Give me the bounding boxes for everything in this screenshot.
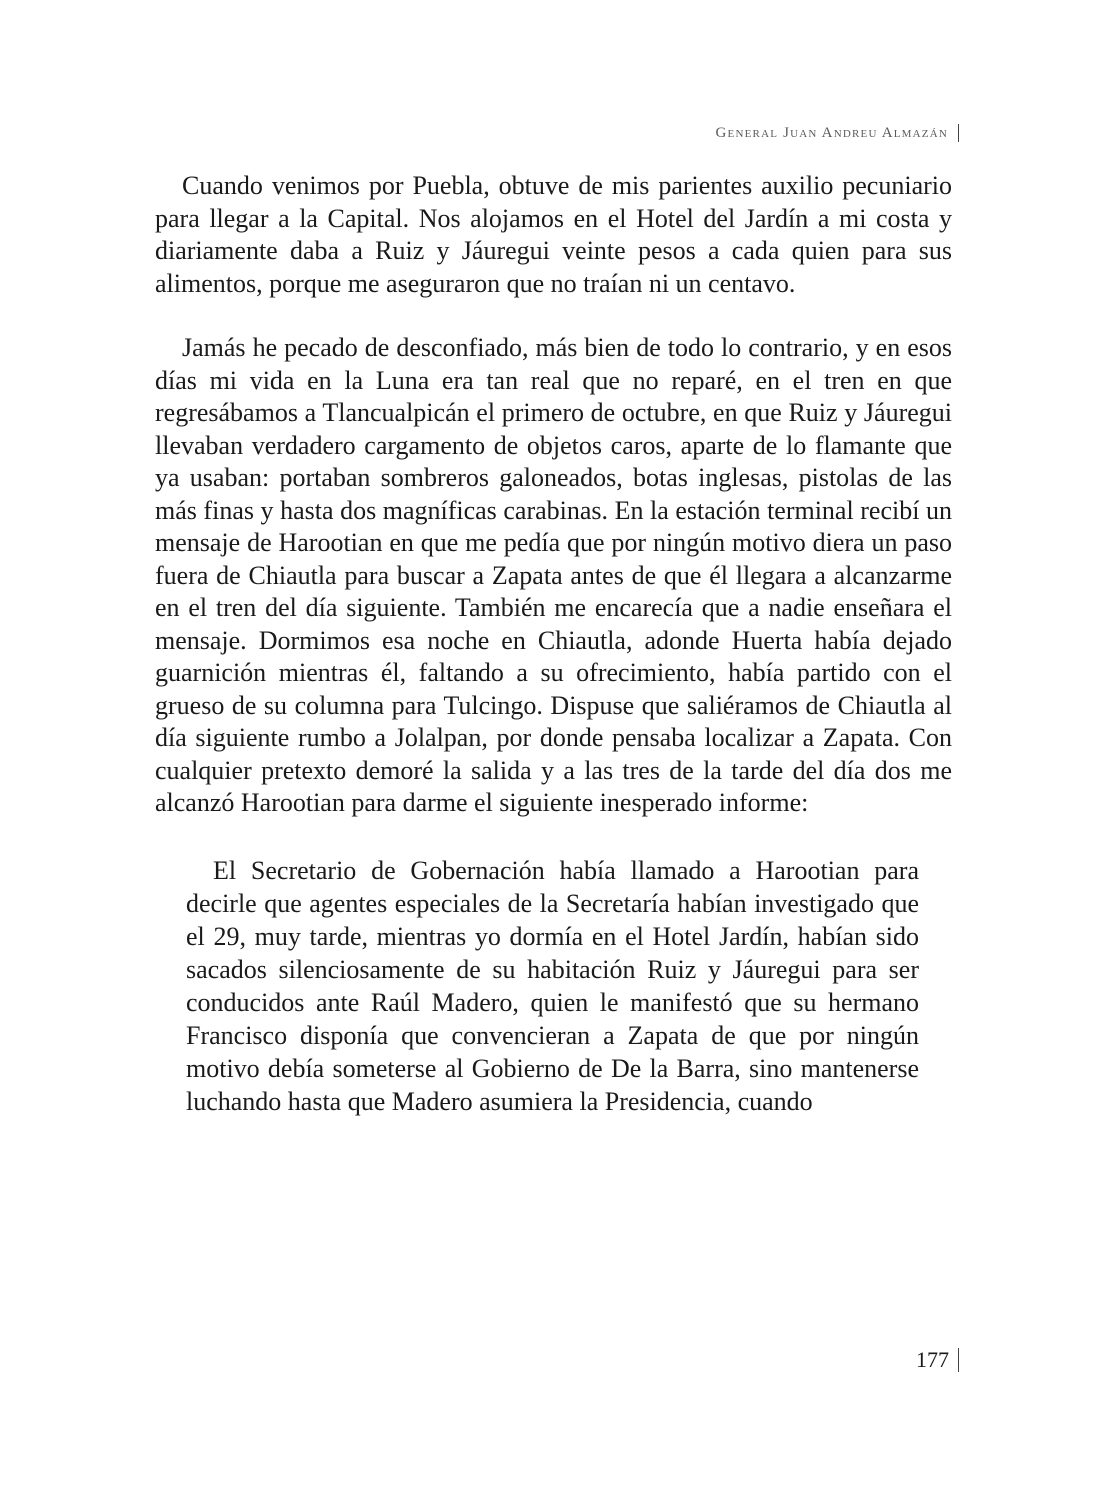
running-title: General Juan Andreu Almazán: [715, 124, 948, 141]
paragraph-1: Cuando venimos por Puebla, obtuve de mis parientes auxilio pecuniario para llegar a la Capital. Nos alojamos en el Hotel del Jardín a mi costa y diariamente daba a Ruiz y Jáuregui veinte pesos a cada quien para sus alimentos, porque me aseguraron que no traían ni un centavo.: [155, 171, 952, 298]
block-quote: El Secretario de Gobernación había llamado a Harootian para decirle que agentes especiales de la Secretaría habían investigado que el 29, muy tarde, mientras yo dormía en el Hotel Jardín, habían sido sacados silenciosamente de su habitación Ruiz y Jáuregui para ser conducidos ante Raúl Madero, quien le manifestó que su hermano Francisco disponía que convencieran a Zapata de que por ningún motivo debía someterse al Gobierno de De la Barra, sino mantenerse luchando hasta que Madero asumiera la Presidencia, cuando: [186, 855, 919, 1116]
page-number: 177: [916, 1347, 949, 1372]
body-text: [155, 170, 952, 1118]
footer-rule: [958, 1348, 959, 1372]
header-rule: [958, 124, 959, 142]
paragraph-2: Jamás he pecado de desconfiado, más bien de todo lo contrario, y en esos días mi vida en la Luna era tan real que no reparé, en el tren en que regresábamos a Tlancualpicán el primero de octubre, en que Ruiz y Jáuregui llevaban verdadero cargamento de objetos caros, aparte de lo flamante que ya usaban: portaban sombreros galoneados, botas inglesas, pistolas de las más finas y hasta dos magníficas carabinas. En la estación terminal recibí un mensaje de Harootian en que me pedía que por ningún motivo diera un paso fuera de Chiautla para buscar a Zapata antes de que él llegara a alcanzarme en el tren del día siguiente. También me encarecía que a nadie enseñara el mensaje. Dormimos esa noche en Chiautla, adonde Huerta había dejado guarnición mientras él, faltando a su ofrecimiento, había partido con el grueso de su columna para Tulcingo. Dispuse que saliéramos de Chiautla al día siguiente rumbo a Jolalpan, por donde pensaba localizar a Zapata. Con cualquier pretexto demoré la salida y a las tres de la tarde del día dos me alcanzó Harootian para darme el siguiente inesperado informe:: [155, 333, 952, 817]
running-header: [716, 124, 959, 142]
page-footer: [916, 1347, 959, 1373]
